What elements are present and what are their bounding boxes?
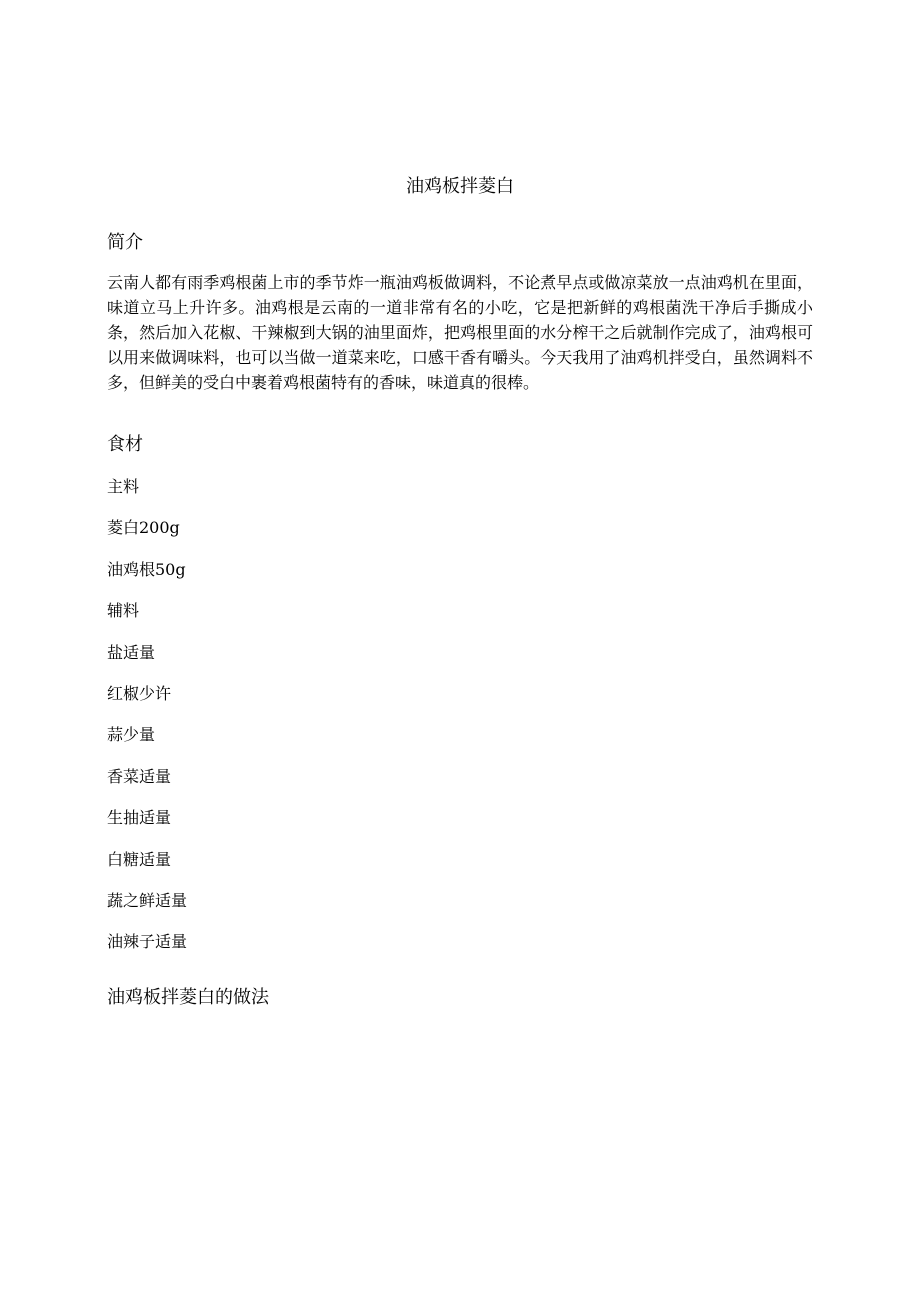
list-item: 油鸡根50g bbox=[107, 559, 186, 579]
list-item: 蔬之鲜适量 bbox=[107, 890, 188, 910]
list-item: 蒜少量 bbox=[107, 725, 156, 745]
list-item: 主料 bbox=[107, 477, 140, 496]
list-item: 白糖适量 bbox=[107, 849, 172, 869]
list-item: 生抽适量 bbox=[107, 808, 172, 828]
intro-paragraph: 云南人都有雨季鸡根菌上市的季节炸一瓶油鸡板做调料，不论煮早点或做凉菜放一点油鸡机在里面，味道立马上升许多。油鸡根是云南的一道非常有名的小吃，它是把新鲜的鸡根菌洗干净后手撕成小条，然后加入花椒、干辣椒到大锅的油里面炸，把鸡根里面的水分榨干之后就制作完成了，油鸡根可以用来做调味料，也可以当做一道菜来吃，口感干香有嚼头。今天我用了油鸡机拌受白，虽然调料不多，但鲜美的受白中裹着鸡根菌特有的香味，味道真的很棒。 bbox=[107, 273, 813, 392]
ingredients-heading: 食材 bbox=[107, 434, 143, 455]
list-item: 辅料 bbox=[107, 601, 140, 621]
document-title: 油鸡板拌菱白 bbox=[406, 176, 514, 197]
list-item: 盐适量 bbox=[107, 642, 156, 662]
intro-heading: 简介 bbox=[107, 232, 143, 253]
ingredients-list bbox=[107, 474, 187, 971]
method-heading: 油鸡板拌菱白的做法 bbox=[107, 987, 269, 1008]
list-item: 香菜适量 bbox=[107, 766, 172, 786]
list-item: 红椒少许 bbox=[107, 683, 172, 703]
list-item: 菱白200g bbox=[107, 518, 180, 538]
list-item: 油辣子适量 bbox=[107, 932, 188, 952]
